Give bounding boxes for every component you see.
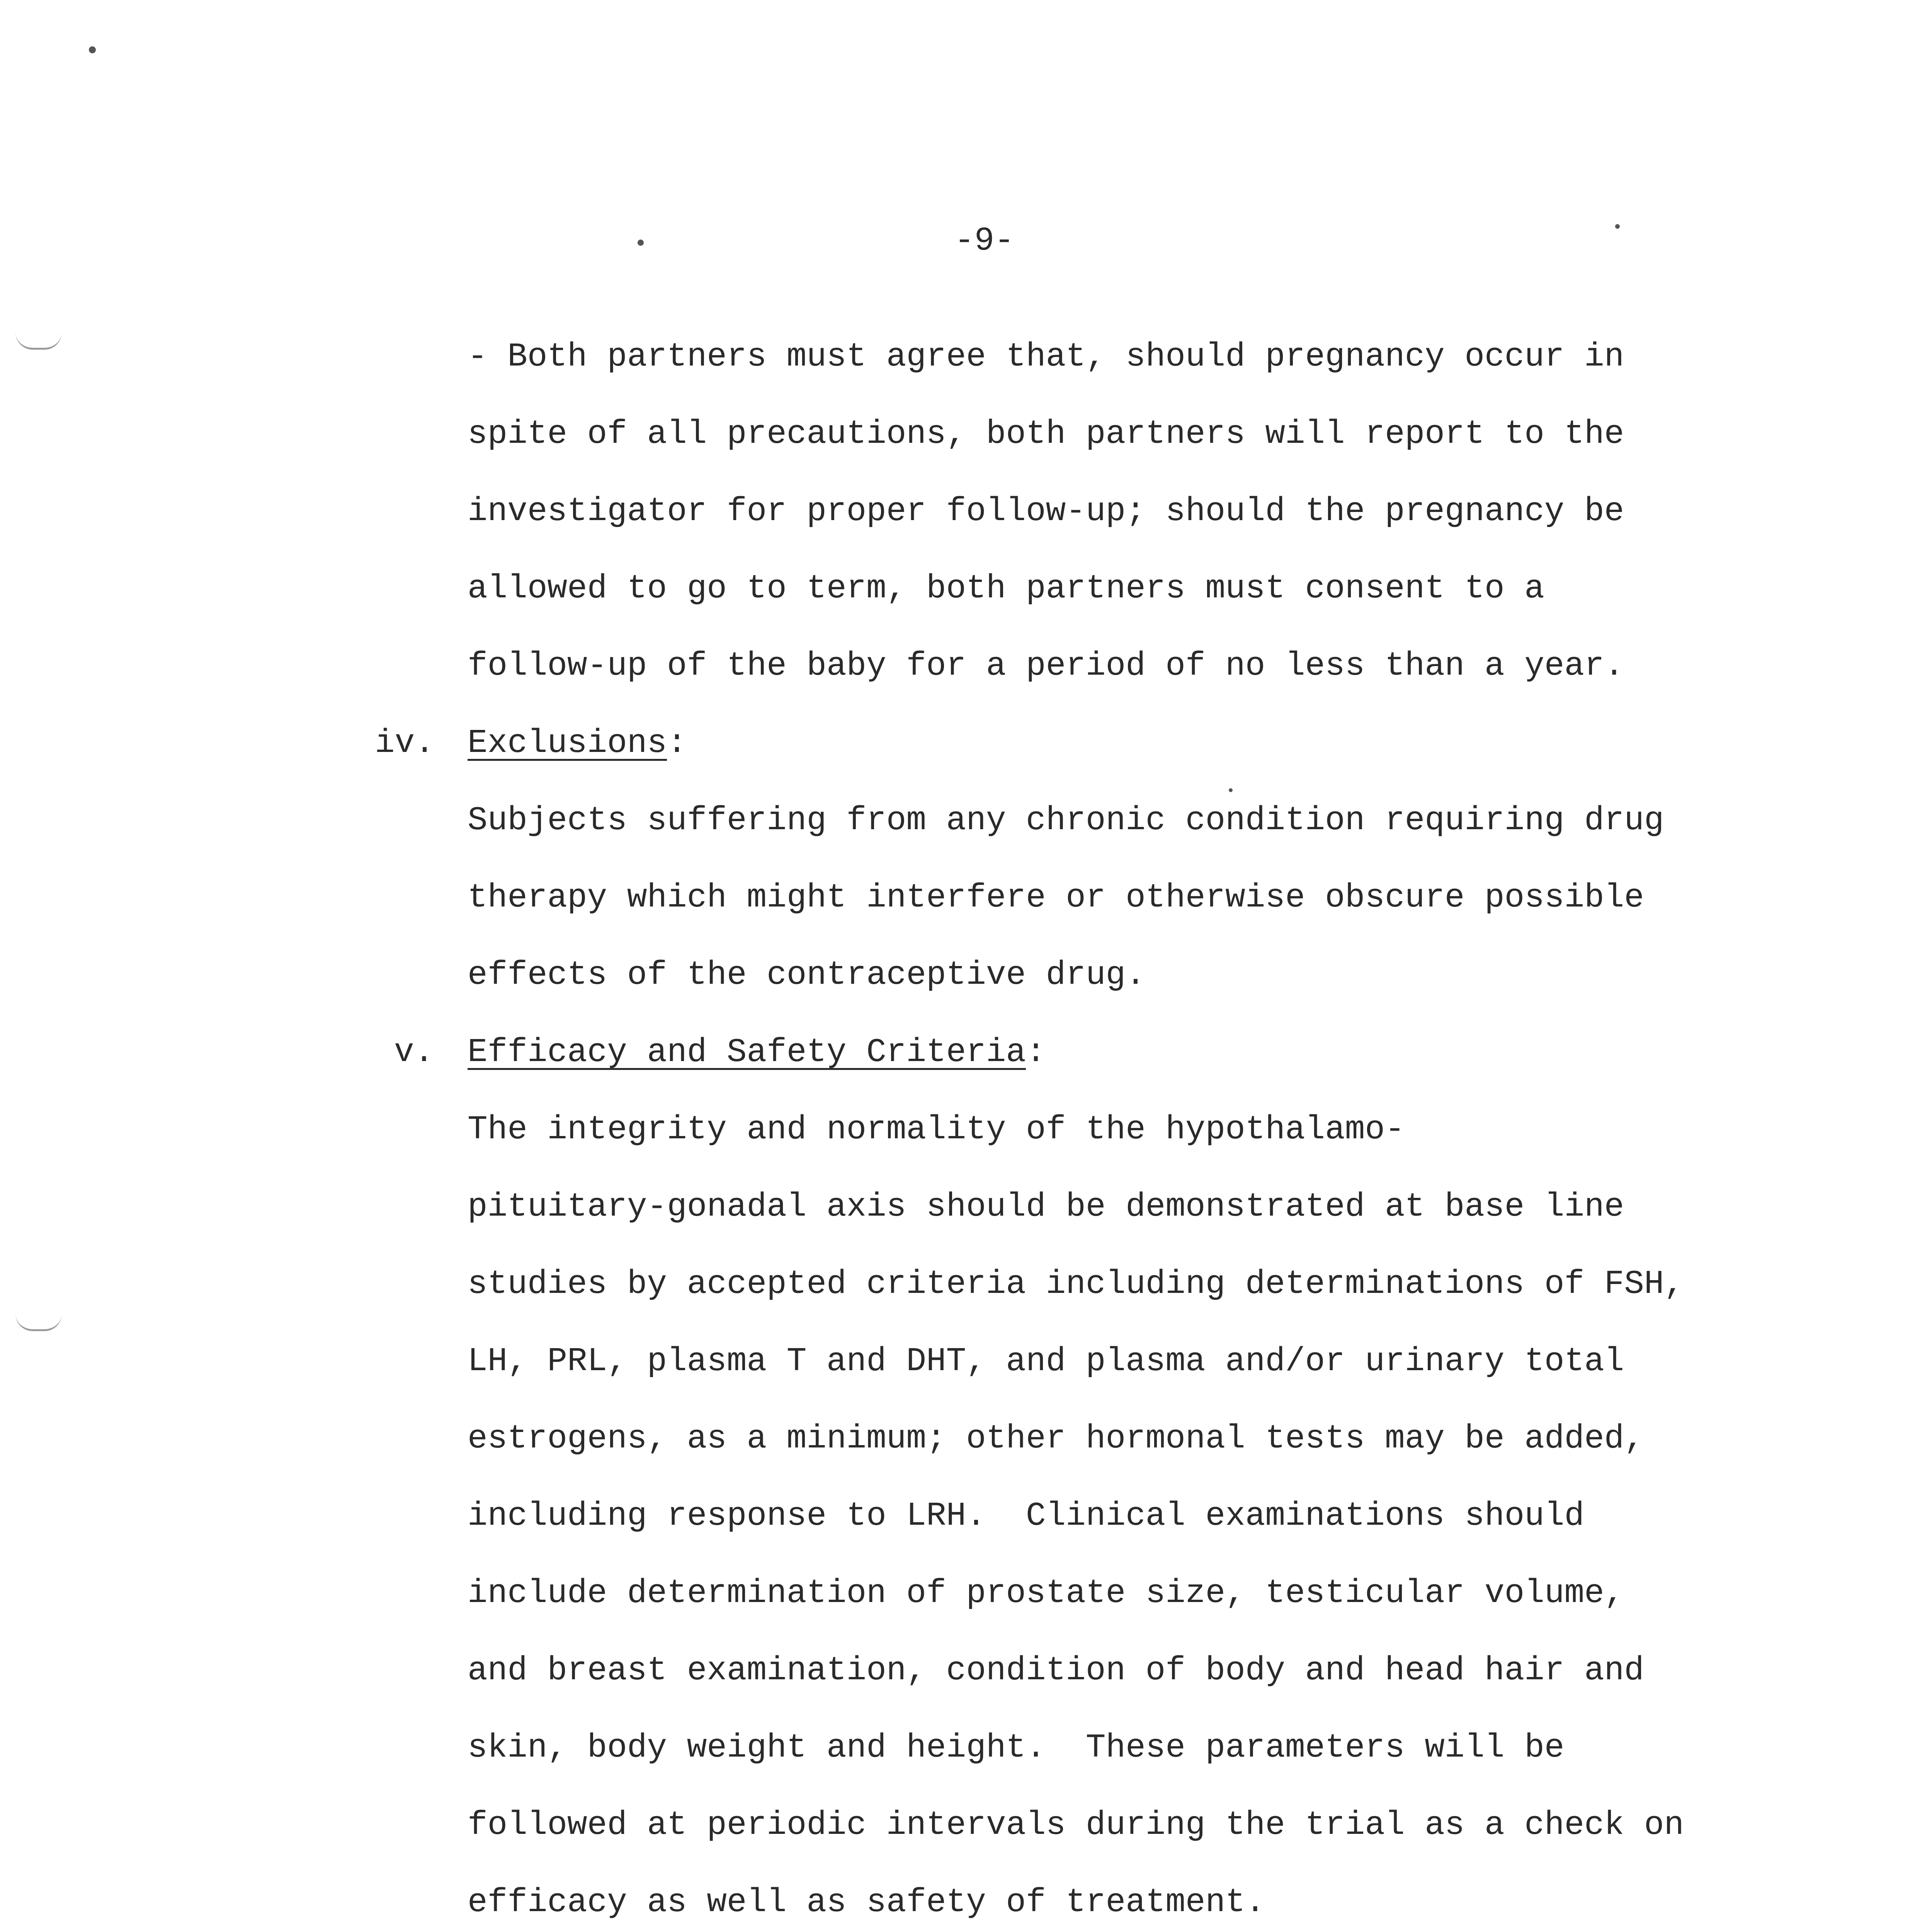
text-line: investigator for proper follow-up; should the pregnancy be [468, 492, 1624, 530]
section-heading [468, 1033, 1046, 1071]
scan-speck [89, 46, 96, 53]
text-line: efficacy as well as safety of treatment. [468, 1883, 1265, 1921]
text-line: follow-up of the baby for a period of no less than a year. [468, 647, 1624, 685]
text-line: including response to LRH. Clinical examinations should [468, 1497, 1585, 1535]
text-line: LH, PRL, plasma T and DHT, and plasma and/or urinary total [468, 1342, 1624, 1380]
text-line: allowed to go to term, both partners must consent to a [468, 570, 1544, 607]
heading-colon: : [1026, 1033, 1046, 1071]
text-line: pituitary-gonadal axis should be demonstrated at base line [468, 1188, 1624, 1226]
section-numeral: iv. [375, 724, 435, 762]
heading-colon: : [667, 724, 687, 762]
text-line: studies by accepted criteria including determinations of FSH, [468, 1265, 1684, 1303]
section-heading-text: Efficacy and Safety Criteria [468, 1033, 1026, 1071]
text-line: therapy which might interfere or otherwise obscure possible [468, 879, 1644, 917]
text-line: include determination of prostate size, testicular volume, [468, 1574, 1624, 1612]
text-line: The integrity and normality of the hypothalamo- [468, 1111, 1405, 1148]
scan-speck [638, 240, 644, 246]
text-line: skin, body weight and height. These parameters will be [468, 1729, 1565, 1767]
text-line: followed at periodic intervals during the trial as a check on [468, 1806, 1684, 1844]
text-line: spite of all precautions, both partners will report to the [468, 415, 1624, 453]
section-heading [468, 726, 687, 760]
text-line: Subjects suffering from any chronic condition requiring drug [468, 801, 1664, 839]
scan-speck [1229, 788, 1233, 792]
section-numeral: v. [394, 1033, 434, 1071]
text-line: and breast examination, condition of body and head hair and [468, 1651, 1644, 1689]
text-line: - Both partners must agree that, should pregnancy occur in [468, 338, 1624, 376]
text-line: estrogens, as a minimum; other hormonal tests may be added, [468, 1420, 1644, 1458]
section-heading-text: Exclusions [468, 724, 667, 762]
page-number: -9- [954, 222, 1014, 260]
punch-mark-top [15, 332, 62, 350]
text-line: effects of the contraceptive drug. [468, 956, 1146, 994]
scan-speck [1615, 224, 1620, 229]
punch-mark-middle [15, 1314, 62, 1331]
